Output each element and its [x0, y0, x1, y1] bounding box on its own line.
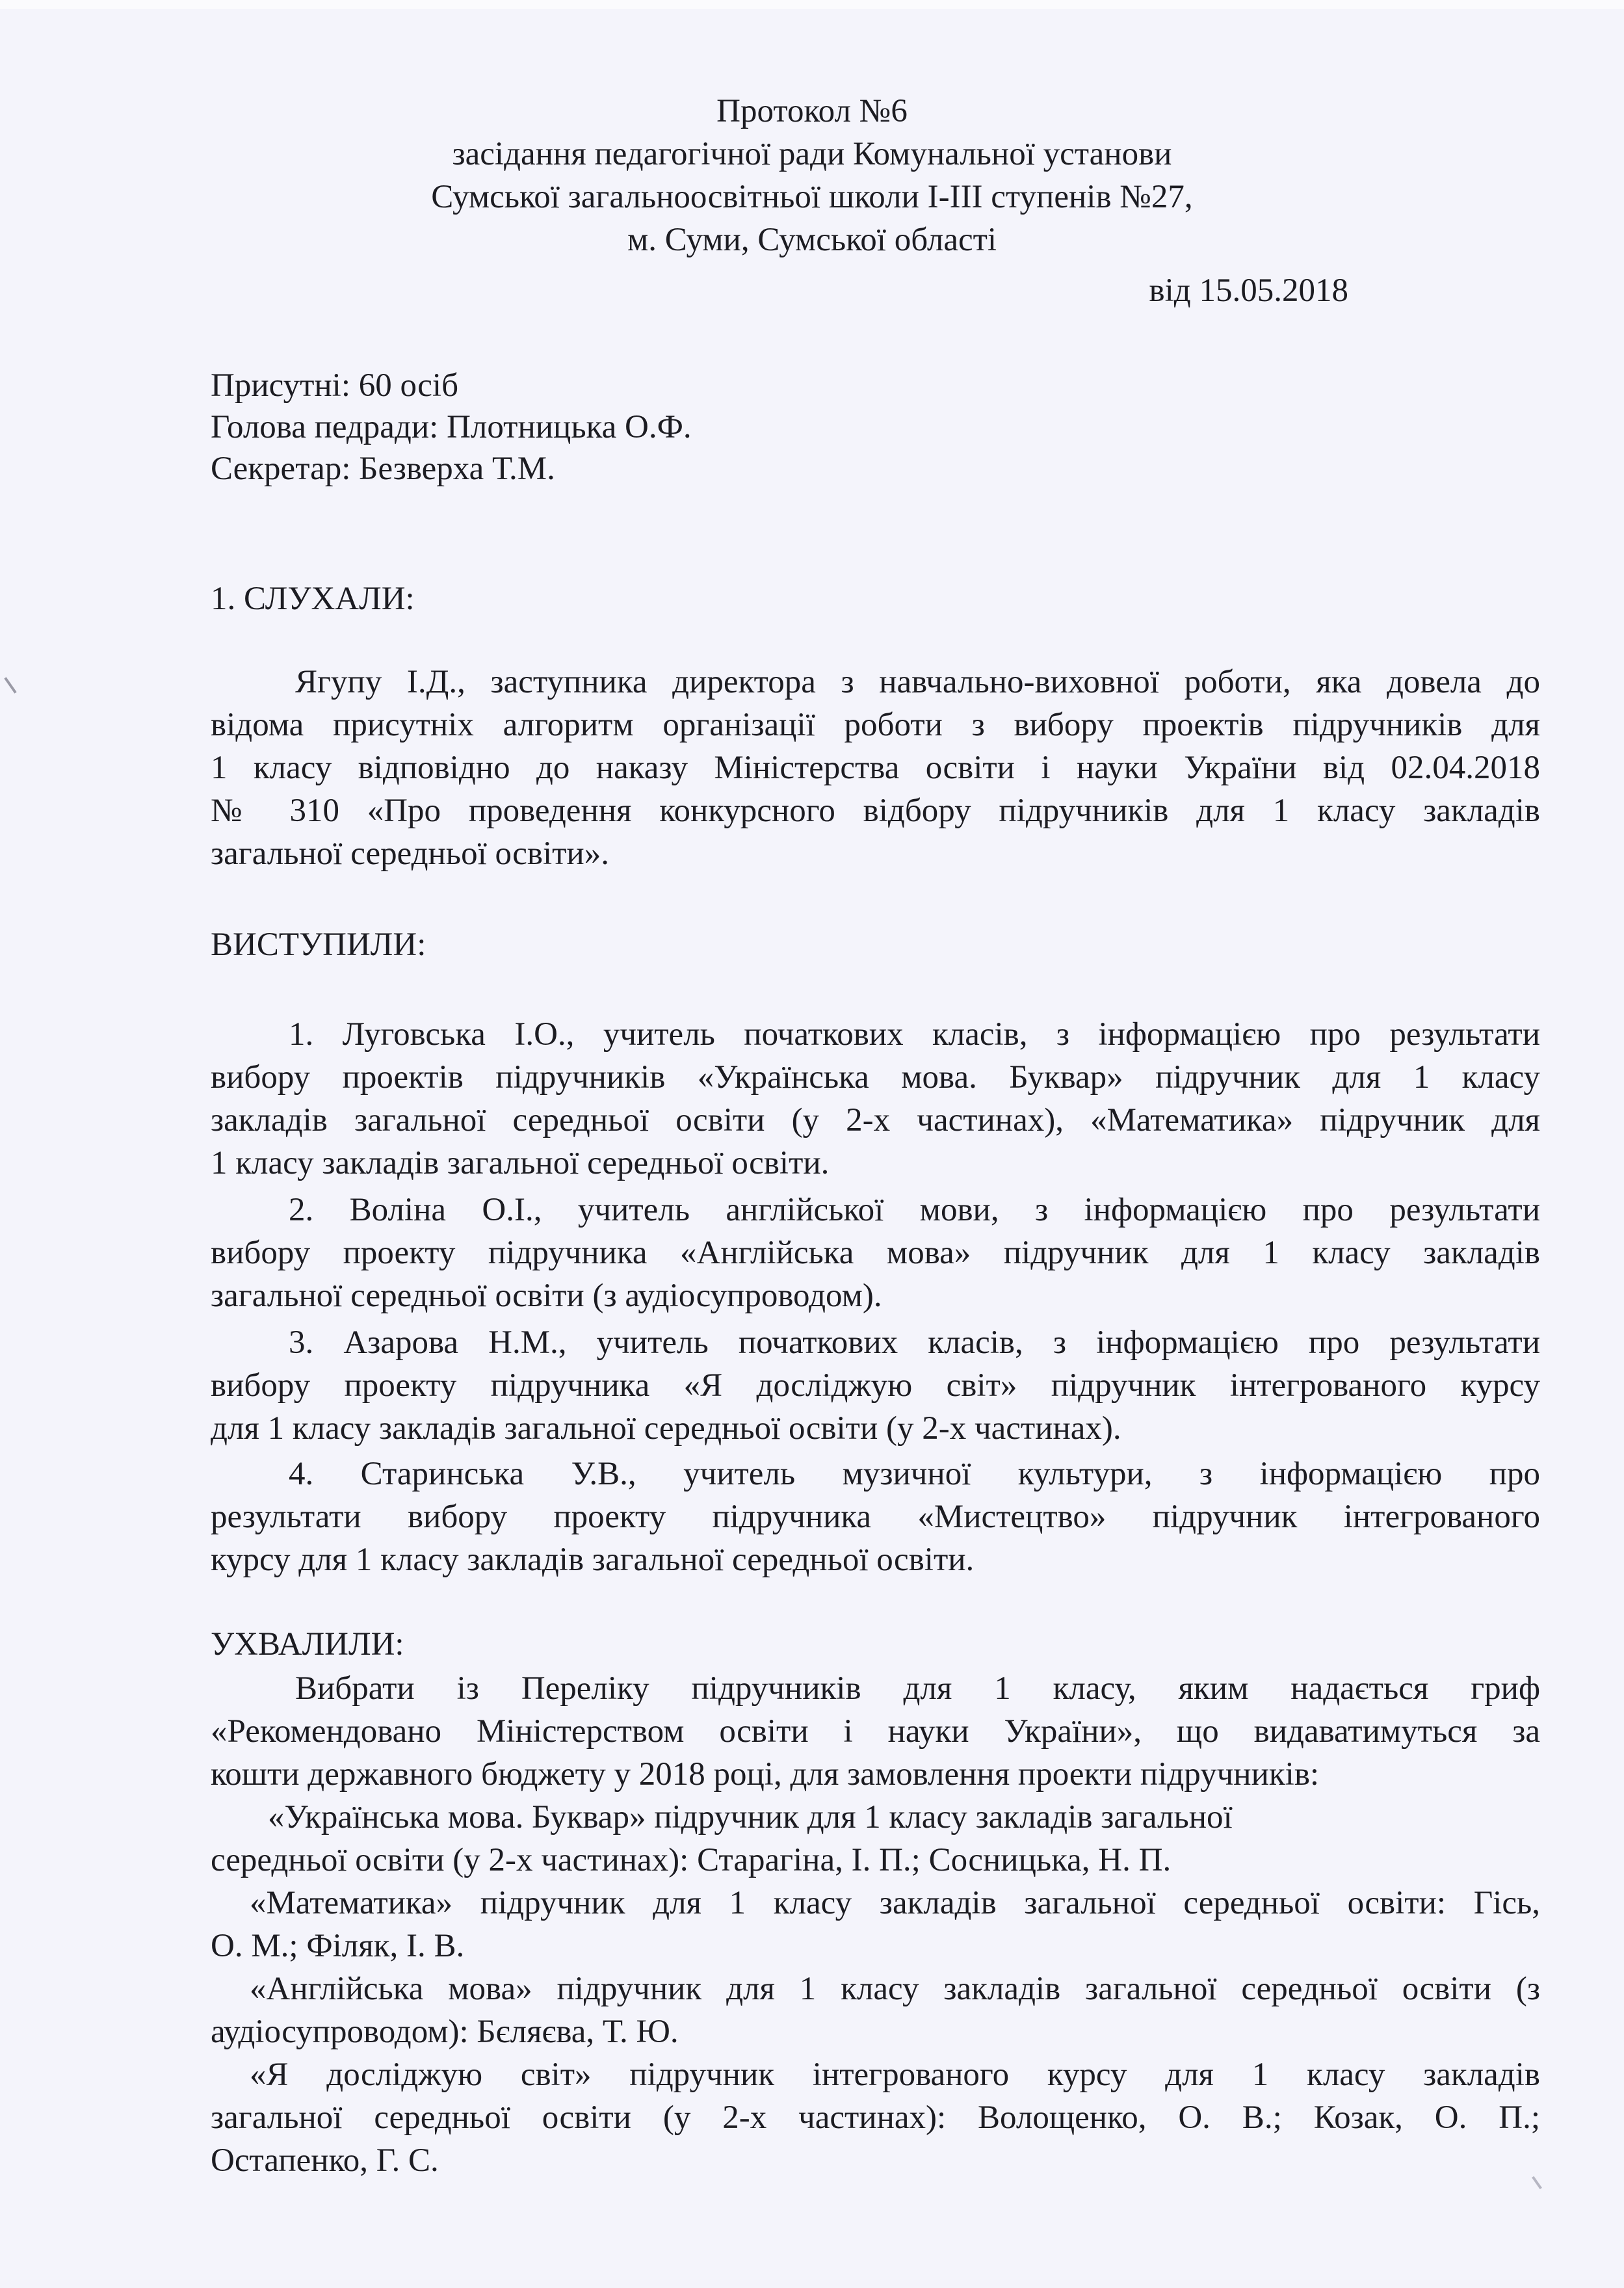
spoke-line: вибору проектів підручників «Українська мова. Буквар» підручник для 1 класу	[211, 1059, 1540, 1096]
resolved-line: «Українська мова. Буквар» підручник для 1 класу закладів загальної	[268, 1799, 1233, 1835]
scan-edge	[0, 0, 1624, 9]
resolved-line: загальної середньої освіти (у 2-х частинах): Волощенко, О. В.; Козак, О. П.;	[211, 2099, 1540, 2136]
heard-line: відома присутніх алгоритм організації роботи з вибору проектів підручників для	[211, 707, 1540, 743]
resolved-line: Остапенко, Г. С.	[211, 2142, 439, 2179]
header-line-4: м. Суми, Сумської області	[627, 222, 997, 258]
resolved-line: Вибрати із Переліку підручників для 1 класу, яким надається гриф	[295, 1670, 1540, 1707]
spoke-heading: ВИСТУПИЛИ:	[211, 927, 426, 963]
resolved-line: середньої освіти (у 2-х частинах): Старагіна, І. П.; Сосницька, Н. П.	[211, 1842, 1172, 1878]
present-count: Присутні: 60 осіб	[211, 367, 459, 404]
spoke-line: 4. Старинська У.В., учитель музичної культури, з інформацією про	[289, 1456, 1540, 1492]
heard-line: Ягупу І.Д., заступника директора з навчально-виховної роботи, яка довела до	[295, 664, 1540, 700]
spoke-line: загальної середньої освіти (з аудіосупроводом).	[211, 1278, 882, 1314]
chair-name: Голова педради: Плотницька О.Ф.	[211, 409, 692, 445]
spoke-line: для 1 класу закладів загальної середньої освіти (у 2-х частинах).	[211, 1410, 1121, 1447]
spoke-line: вибору проекту підручника «Я досліджую світ» підручник інтегрованого курсу	[211, 1367, 1540, 1404]
heard-line: № 310 «Про проведення конкурсного відбору підручників для 1 класу закладів	[211, 793, 1540, 829]
protocol-title: Протокол №6	[716, 93, 908, 129]
header-line-2: засідання педагогічної ради Комунальної установи	[452, 136, 1172, 172]
protocol-date: від 15.05.2018	[1149, 272, 1348, 309]
resolved-heading: УХВАЛИЛИ:	[211, 1626, 404, 1663]
resolved-line: кошти державного бюджету у 2018 році, для замовлення проекти підручників:	[211, 1756, 1320, 1793]
resolved-line: «Англійська мова» підручник для 1 класу закладів загальної середньої освіти (з	[250, 1971, 1540, 2007]
scan-mark	[4, 677, 16, 693]
spoke-line: 3. Азарова Н.М., учитель початкових класів, з інформацією про результати	[289, 1324, 1540, 1361]
spoke-line: вибору проекту підручника «Англійська мова» підручник для 1 класу закладів	[211, 1235, 1540, 1271]
spoke-line: 1. Луговська І.О., учитель початкових класів, з інформацією про результати	[289, 1016, 1540, 1053]
scan-mark	[1532, 2176, 1542, 2189]
secretary-name: Секретар: Безверха Т.М.	[211, 451, 555, 487]
resolved-line: «Математика» підручник для 1 класу закладів загальної середньої освіти: Гісь,	[250, 1885, 1540, 1921]
spoke-line: курсу для 1 класу закладів загальної середньої освіти.	[211, 1542, 975, 1578]
heard-line: 1 класу відповідно до наказу Міністерства освіти і науки України від 02.04.2018	[211, 750, 1540, 786]
heard-line: загальної середньої освіти».	[211, 835, 609, 872]
spoke-line: закладів загальної середньої освіти (у 2-х частинах), «Математика» підручник для	[211, 1102, 1540, 1138]
spoke-line: 1 класу закладів загальної середньої освіти.	[211, 1145, 830, 1181]
spoke-line: результати вибору проекту підручника «Мистецтво» підручник інтегрованого	[211, 1499, 1540, 1535]
resolved-line: «Рекомендовано Міністерством освіти і науки України», що видаватимуться за	[211, 1713, 1540, 1750]
header-line-3: Сумської загальноосвітньої школи І-ІІІ ступенів №27,	[431, 179, 1193, 215]
resolved-line: «Я досліджую світ» підручник інтегрованого курсу для 1 класу закладів	[250, 2057, 1540, 2093]
spoke-line: 2. Воліна О.І., учитель англійської мови, з інформацією про результати	[289, 1192, 1540, 1228]
heard-heading: 1. СЛУХАЛИ:	[211, 581, 415, 617]
resolved-line: аудіосупроводом): Бєляєва, Т. Ю.	[211, 2014, 679, 2050]
resolved-line: О. М.; Філяк, І. В.	[211, 1928, 465, 1964]
